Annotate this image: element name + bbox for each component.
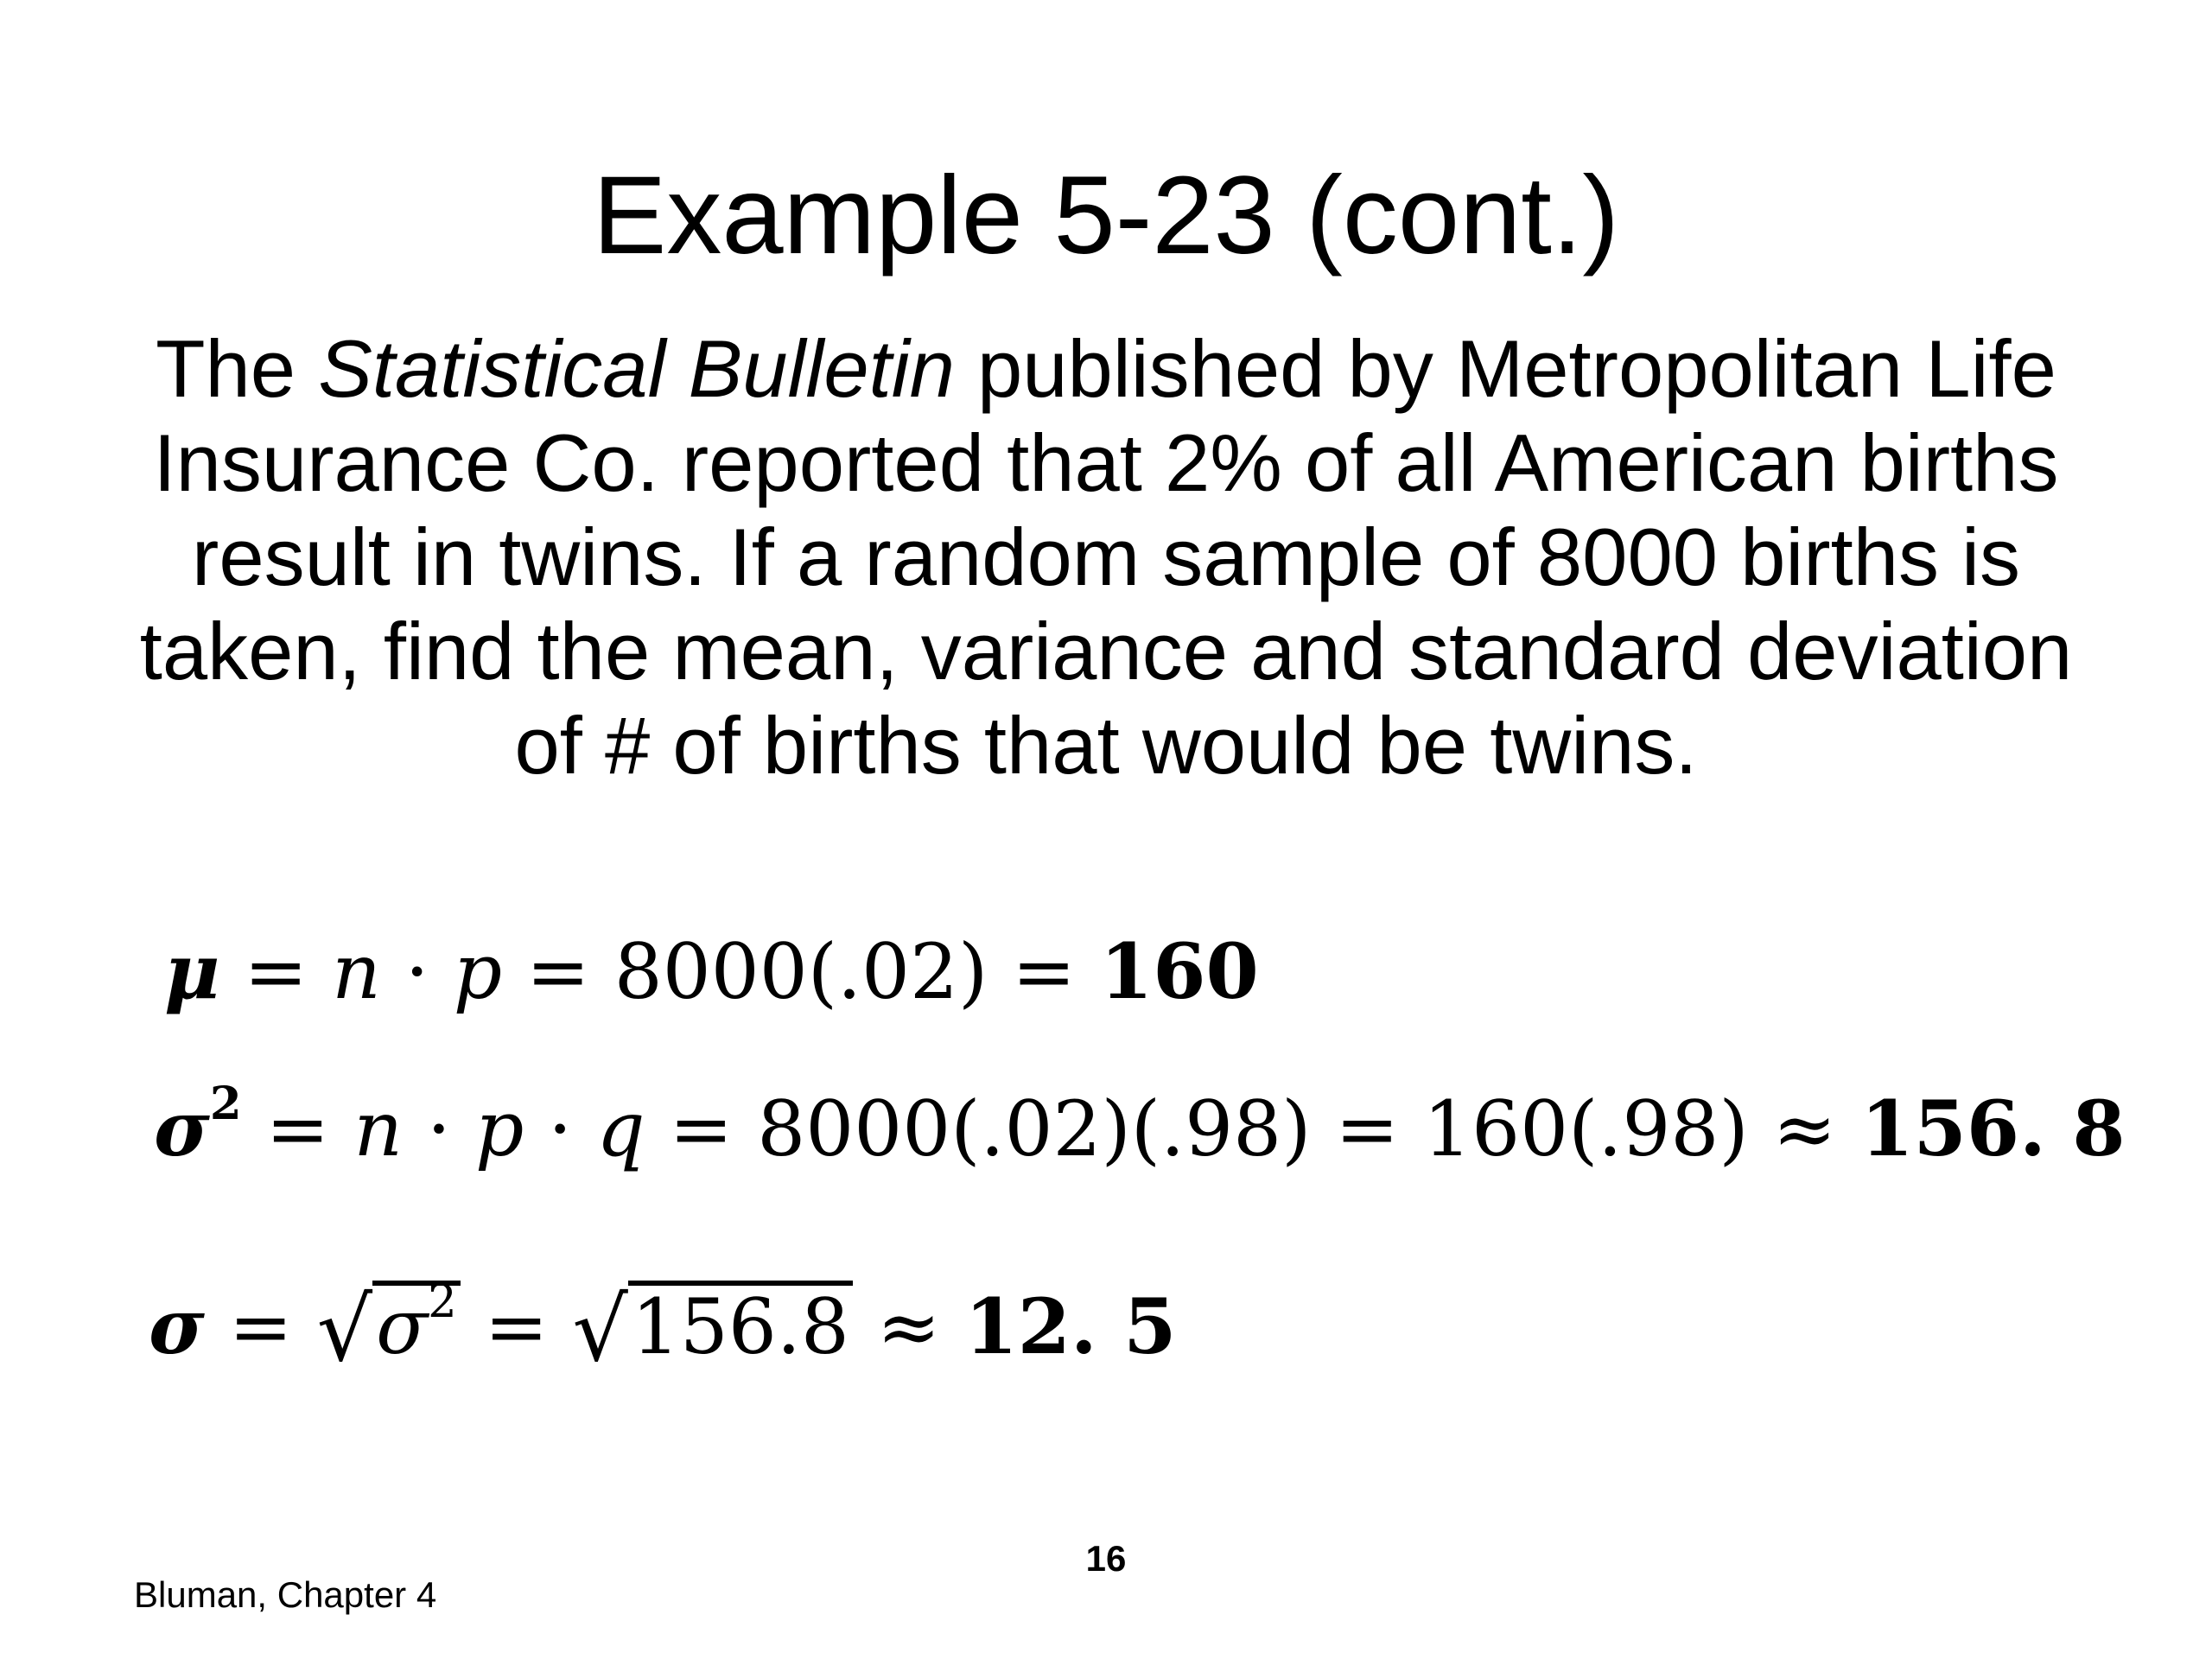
radicand: 156.8 [628, 1281, 853, 1365]
mean-result: 160 [1100, 926, 1259, 1016]
approx-sign: ≈ [1748, 1084, 1861, 1173]
mean-calculation: 8000(.02) [613, 927, 988, 1016]
std-dev-equation [149, 1274, 1177, 1382]
mu-symbol: μ [164, 926, 220, 1016]
p-variable: p [474, 1084, 524, 1173]
sigma-symbol: σ [376, 1282, 429, 1371]
page-number: 16 [1085, 1538, 1127, 1579]
approx-sign: ≈ [852, 1282, 965, 1371]
equals-sign: = [988, 927, 1101, 1016]
variance-result: 156. 8 [1860, 1084, 2126, 1173]
equals-sign: = [502, 927, 614, 1016]
equals-sign: = [241, 1084, 354, 1173]
radicand [372, 1274, 461, 1371]
publication-name: Statistical Bulletin [318, 323, 955, 414]
square-root-sigma-squared [316, 1274, 461, 1382]
q-variable: q [596, 1084, 645, 1173]
mean-equation [164, 926, 1259, 1016]
variance-equation [154, 1076, 2126, 1173]
footer-source: Bluman, Chapter 4 [134, 1574, 437, 1615]
variance-simplified: 160(.98) [1423, 1084, 1749, 1173]
sigma-symbol: σ [154, 1084, 210, 1173]
squared-exponent: 2 [209, 1076, 242, 1130]
sigma-symbol: σ [149, 1281, 205, 1371]
equals-sign: = [204, 1282, 317, 1371]
problem-lead: The [156, 323, 319, 414]
std-dev-result: 12. 5 [964, 1281, 1177, 1371]
radical-icon: √ [572, 1279, 628, 1382]
n-variable: n [332, 927, 381, 1016]
square-root-value [572, 1279, 852, 1382]
radical-icon: √ [316, 1279, 373, 1382]
problem-body: published by Metropolitan Life Insurance Co. reported that 2% of all American births result in twins. If a random sample of 8000 births is taken, find the mean, variance and standard deviation of # of births that would be twins. [139, 323, 2073, 791]
slide-title: Example 5-23 (cont.) [592, 154, 1620, 277]
equals-sign: = [219, 927, 333, 1016]
dot-operator: · [403, 1084, 475, 1173]
dot-operator: · [524, 1084, 597, 1173]
p-variable: p [453, 927, 503, 1016]
equals-sign: = [1311, 1084, 1424, 1173]
dot-operator: · [380, 927, 454, 1016]
squared-exponent: 2 [428, 1274, 457, 1328]
problem-statement [138, 321, 2074, 792]
equals-sign: = [460, 1282, 573, 1371]
variance-calculation: 8000(.02)(.98) [757, 1084, 1312, 1173]
equals-sign: = [645, 1084, 758, 1173]
n-variable: n [353, 1084, 404, 1173]
